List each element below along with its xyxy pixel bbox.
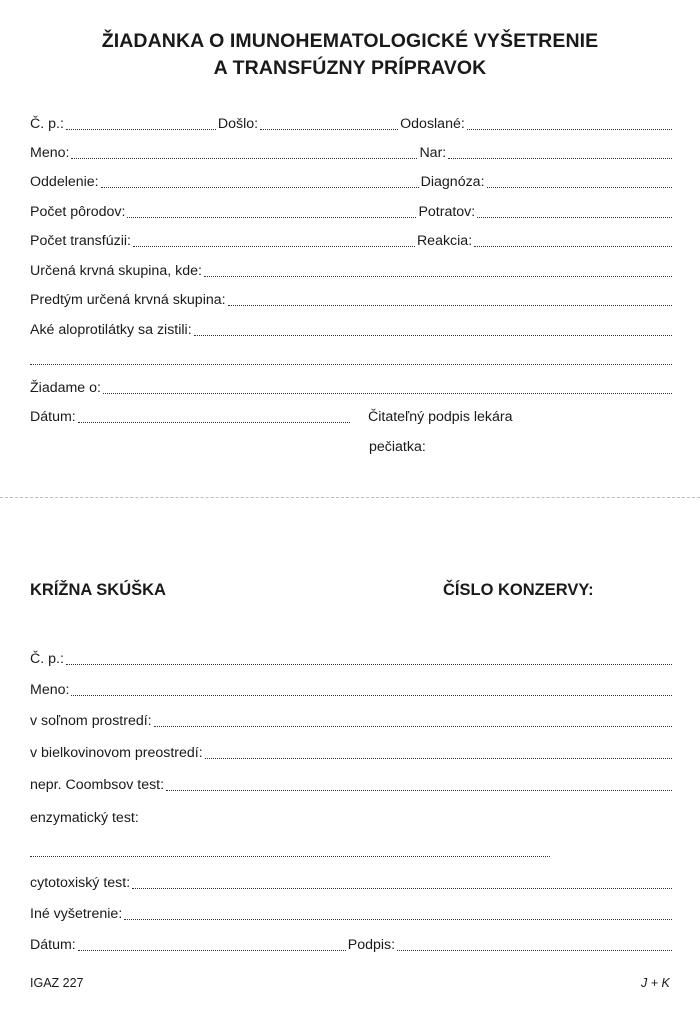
enzymaticky-label: enzymatický test:: [30, 810, 139, 826]
reakcia-label: Reakcia:: [416, 233, 473, 249]
diagnoza-field[interactable]: [487, 186, 672, 188]
urcena-skupina-field[interactable]: [204, 275, 672, 277]
row-ziadame: [30, 378, 674, 398]
form-title: [0, 28, 700, 82]
meno-field[interactable]: [71, 157, 417, 159]
reakcia-field[interactable]: [474, 245, 672, 247]
row-cp-doslo-odoslane: [30, 114, 674, 134]
aloprotilatky-field-continued[interactable]: [30, 363, 672, 365]
row-porodov-potratov: [30, 202, 674, 222]
cytotoxisky-label: cytotoxiský test:: [30, 875, 131, 891]
aloprotilatky-field[interactable]: [194, 334, 672, 336]
cross-test-heading: KRÍŽNA SKÚŠKA: [30, 581, 166, 599]
aloprotilatky-label: Aké aloprotilátky sa zistili:: [30, 322, 192, 338]
row-ine: [30, 904, 674, 924]
row-cross-cp: [30, 649, 674, 669]
predtym-skupina-label: Predtým určená krvná skupina:: [30, 292, 226, 308]
konzerva-heading: ČÍSLO KONZERVY:: [443, 581, 594, 599]
doslo-field[interactable]: [260, 128, 398, 130]
pocet-porodov-label: Počet pôrodov:: [30, 204, 126, 220]
nar-label: Nar:: [419, 145, 447, 161]
row-predtym-skupina: [30, 290, 674, 310]
meno-label: Meno:: [30, 145, 70, 161]
cross-datum-field[interactable]: [78, 949, 346, 951]
coombs-label: nepr. Coombsov test:: [30, 777, 165, 793]
cp-label: Č. p.:: [30, 116, 64, 132]
ine-field[interactable]: [124, 918, 672, 920]
row-coombs: [30, 775, 674, 795]
pocet-transfuzii-label: Počet transfúzii:: [30, 233, 131, 249]
diagnoza-label: Diagnóza:: [420, 174, 485, 190]
form-title-line2: A TRANSFÚZNY PRÍPRAVOK: [213, 57, 487, 79]
row-enzymaticky: [30, 808, 674, 828]
potratov-field[interactable]: [477, 216, 672, 218]
potratov-label: Potratov:: [418, 204, 476, 220]
cross-datum-label: Dátum:: [30, 937, 76, 953]
solne-field[interactable]: [154, 725, 672, 727]
pocet-transfuzii-field[interactable]: [133, 245, 415, 247]
doslo-label: Došlo:: [217, 116, 259, 132]
coombs-field[interactable]: [166, 789, 672, 791]
urcena-skupina-label: Určená krvná skupina, kde:: [30, 263, 202, 279]
oddelenie-field[interactable]: [101, 186, 419, 188]
predtym-skupina-field[interactable]: [228, 304, 672, 306]
printer-mark: J + K: [641, 976, 670, 990]
ine-label: Iné vyšetrenie:: [30, 906, 123, 922]
cross-cp-label: Č. p.:: [30, 651, 64, 667]
cytotoxisky-field[interactable]: [132, 887, 672, 889]
row-oddelenie-diagnoza: [30, 172, 674, 192]
cross-podpis-field[interactable]: [397, 949, 672, 951]
bielkovinove-label: v bielkovinovom preostredí:: [30, 745, 203, 761]
enzymaticky-field[interactable]: [30, 855, 550, 857]
odoslane-label: Odoslané:: [400, 116, 465, 132]
row-datum: [30, 407, 352, 427]
nar-field[interactable]: [448, 157, 672, 159]
form-title-line1: ŽIADANKA O IMUNOHEMATOLOGICKÉ VYŠETRENIE: [101, 30, 599, 52]
row-aloprotilatky-continued: [30, 349, 674, 369]
row-aloprotilatky: [30, 320, 674, 340]
cross-meno-field[interactable]: [71, 694, 672, 696]
row-transfuzii-reakcia: [30, 231, 674, 251]
row-cross-meno: [30, 680, 674, 700]
tear-off-line: [0, 497, 700, 498]
form-code: IGAZ 227: [30, 976, 84, 990]
odoslane-field[interactable]: [467, 128, 672, 130]
row-solne: [30, 711, 674, 731]
bielkovinove-field[interactable]: [205, 757, 672, 759]
datum-field[interactable]: [78, 421, 350, 423]
oddelenie-label: Oddelenie:: [30, 174, 99, 190]
peciatka-label: pečiatka:: [369, 439, 426, 455]
row-enzymaticky-continued: [30, 841, 552, 861]
pocet-porodov-field[interactable]: [127, 216, 416, 218]
row-cross-datum-podpis: [30, 935, 674, 955]
row-cytotoxisky: [30, 873, 674, 893]
cross-podpis-label: Podpis:: [347, 937, 396, 953]
solne-label: v soľnom prostredí:: [30, 713, 152, 729]
row-meno-nar: [30, 143, 674, 163]
datum-label: Dátum:: [30, 409, 76, 425]
ziadame-field[interactable]: [103, 392, 672, 394]
cross-cp-field[interactable]: [66, 663, 672, 665]
podpis-lekara-label: Čitateľný podpis lekára: [368, 409, 513, 425]
cross-meno-label: Meno:: [30, 682, 70, 698]
row-bielkovinove: [30, 743, 674, 763]
row-urcena-skupina: [30, 261, 674, 281]
ziadame-label: Žiadame o:: [30, 380, 101, 396]
cp-field[interactable]: [66, 128, 216, 130]
